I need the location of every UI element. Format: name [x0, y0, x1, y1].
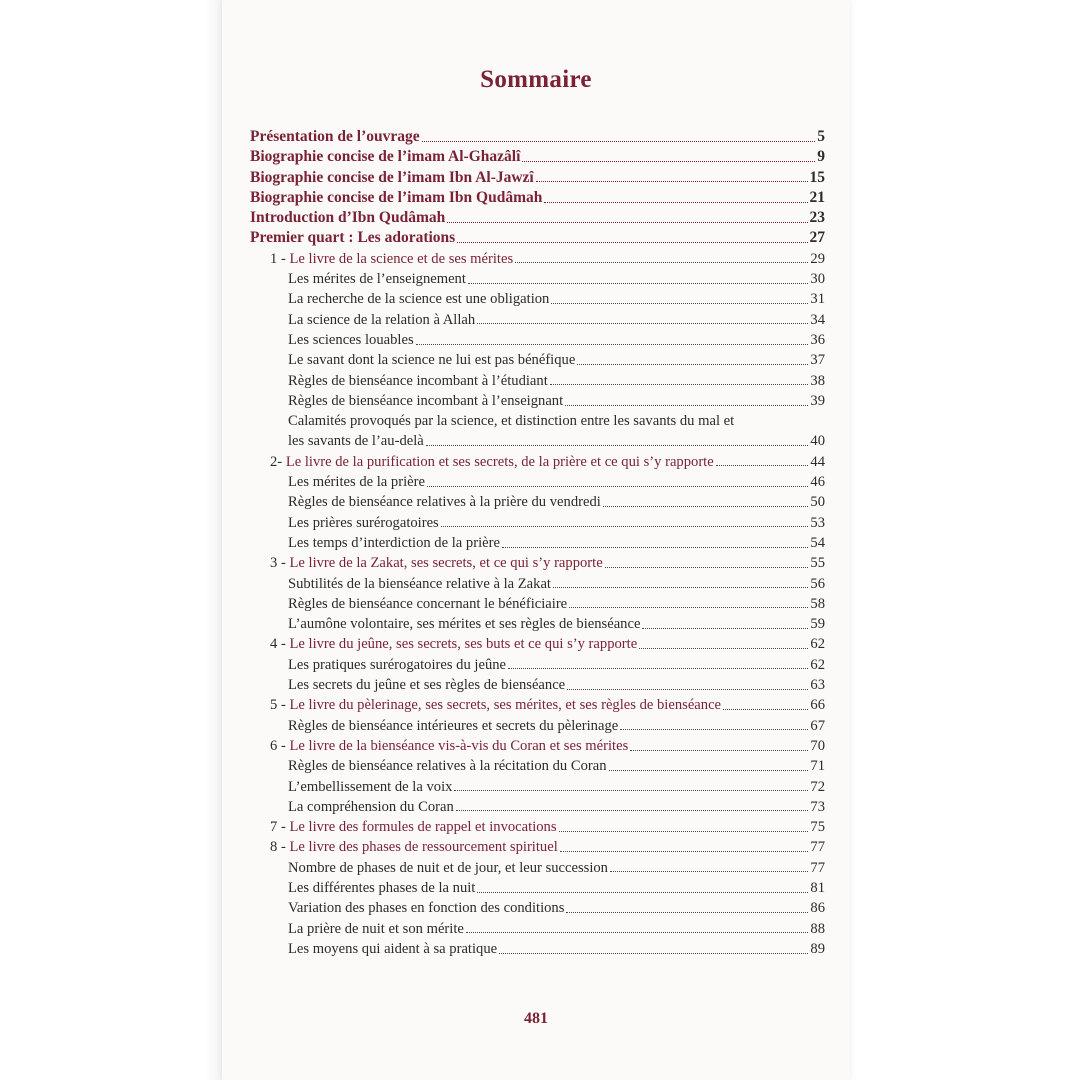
toc-section-page: 36	[810, 331, 825, 348]
toc-section-label: Les pratiques surérogatoires du jeûne	[288, 656, 507, 673]
toc-entry-page: 21	[809, 188, 825, 206]
toc-section	[250, 269, 825, 289]
toc-section-page: 67	[810, 717, 825, 734]
toc-entry	[250, 188, 825, 208]
toc-chapter-label: Le livre de la purification et ses secrets, de la prière et ce qui s’y rapporte	[285, 453, 714, 470]
toc-section-page: 63	[810, 677, 825, 694]
toc-section-label: La recherche de la science est une obligation	[288, 291, 550, 308]
dot-leader	[560, 851, 809, 852]
toc-chapter-label: Le livre du jeûne, ses secrets, ses buts et ce qui s’y rapporte	[289, 636, 638, 653]
toc-chapter-number: 4 -	[270, 636, 290, 653]
table-of-contents	[250, 127, 825, 959]
toc-section-label: Les moyens qui aident à sa pratique	[288, 940, 498, 957]
toc-entry-page: 27	[809, 229, 825, 247]
dot-leader	[454, 790, 808, 791]
toc-section	[250, 574, 825, 594]
toc-section-line	[250, 411, 825, 431]
toc-section-label: Les sciences louables	[288, 331, 414, 348]
dot-leader	[422, 141, 816, 142]
toc-entry	[250, 208, 825, 228]
toc-chapter-title	[270, 817, 557, 837]
toc-section-page: 77	[810, 859, 825, 876]
toc-entry-label: Biographie concise de l’imam Al-Ghazâlî	[250, 148, 521, 166]
dot-leader	[577, 364, 808, 365]
dot-leader	[553, 587, 808, 588]
toc-chapter	[250, 553, 825, 573]
toc-section-page: 54	[810, 534, 825, 551]
toc-entry-page: 15	[809, 168, 825, 186]
toc-chapter-page: 55	[810, 555, 825, 572]
toc-section	[250, 797, 825, 817]
toc-chapter-page: 66	[810, 697, 825, 714]
toc-section-page: 71	[810, 758, 825, 775]
toc-entry-label: Biographie concise de l’imam Ibn Al-Jawzî	[250, 168, 534, 186]
toc-chapter-number: 5 -	[270, 697, 290, 714]
toc-chapter-page: 75	[810, 819, 825, 836]
toc-section	[250, 939, 825, 959]
dot-leader	[642, 628, 808, 629]
dot-leader	[499, 953, 808, 954]
toc-section	[250, 330, 825, 350]
toc-chapter-number: 2-	[270, 453, 286, 470]
toc-chapter-page: 62	[810, 636, 825, 653]
toc-section	[250, 756, 825, 776]
toc-chapter	[250, 695, 825, 715]
toc-section-page: 89	[810, 940, 825, 957]
toc-entry-label: Premier quart : Les adorations	[250, 229, 456, 247]
toc-section	[250, 289, 825, 309]
dot-leader	[477, 892, 808, 893]
toc-section-label: Les prières surérogatoires	[288, 514, 439, 531]
dot-leader	[427, 486, 808, 487]
toc-section	[250, 614, 825, 634]
dot-leader	[603, 506, 809, 507]
toc-chapter-label: Le livre de la bienséance vis-à-vis du Coran et ses mérites	[289, 737, 629, 754]
toc-section	[250, 716, 825, 736]
toc-entry-label: Biographie concise de l’imam Ibn Qudâmah	[250, 188, 543, 206]
dot-leader	[468, 283, 809, 284]
dot-leader	[551, 303, 808, 304]
dot-leader	[610, 871, 808, 872]
toc-section-label: Les temps d’interdiction de la prière	[288, 534, 500, 551]
toc-entry	[250, 228, 825, 248]
dot-leader	[515, 262, 808, 263]
dot-leader	[620, 729, 808, 730]
toc-section-label: La science de la relation à Allah	[288, 311, 476, 328]
dot-leader	[567, 689, 808, 690]
toc-section	[250, 431, 825, 451]
dot-leader	[723, 709, 808, 710]
toc-section-page: 86	[810, 900, 825, 917]
toc-section-page: 30	[810, 271, 825, 288]
dot-leader	[639, 648, 808, 649]
toc-section	[250, 655, 825, 675]
toc-section-label: Règles de bienséance relatives à la prière du vendredi	[288, 494, 601, 511]
toc-section	[250, 858, 825, 878]
toc-section-label: Les mérites de l’enseignement	[288, 271, 466, 288]
dot-leader	[536, 181, 808, 182]
dot-leader	[550, 384, 809, 385]
toc-section	[250, 513, 825, 533]
toc-chapter-label: Le livre de la science et de ses mérites	[289, 250, 514, 267]
toc-chapter-title	[270, 837, 558, 857]
dot-leader	[508, 668, 808, 669]
dot-leader	[416, 344, 809, 345]
toc-section-label: Les différentes phases de la nuit	[288, 879, 476, 896]
toc-entry-page: 9	[817, 148, 825, 166]
toc-section	[250, 878, 825, 898]
dot-leader	[522, 161, 815, 162]
toc-section-label: Règles de bienséance intérieures et secrets du pèlerinage	[288, 717, 619, 734]
dot-leader	[609, 770, 809, 771]
toc-section-page: 50	[810, 494, 825, 511]
toc-section-page: 38	[810, 372, 825, 389]
dot-leader	[544, 202, 807, 203]
toc-section	[250, 777, 825, 797]
toc-section-page: 40	[810, 433, 825, 450]
toc-section-label: Règles de bienséance concernant le bénéficiaire	[288, 595, 568, 612]
dot-leader	[559, 831, 809, 832]
toc-chapter-title	[270, 736, 628, 756]
toc-section-page: 62	[810, 656, 825, 673]
toc-chapter-page: 29	[810, 250, 825, 267]
toc-chapter-number: 8 -	[270, 839, 290, 856]
toc-chapter-number: 3 -	[270, 555, 290, 572]
toc-chapter-page: 44	[810, 453, 825, 470]
page-shadow	[205, 0, 223, 1080]
toc-chapter	[250, 837, 825, 857]
dot-leader	[457, 242, 807, 243]
toc-chapter-label: Le livre du pèlerinage, ses secrets, ses mérites, et ses règles de bienséance	[289, 697, 722, 714]
dot-leader	[426, 445, 809, 446]
toc-section	[250, 594, 825, 614]
toc-section-label: Subtilités de la bienséance relative à la Zakat	[288, 575, 551, 592]
toc-chapter-title	[270, 695, 721, 715]
toc-chapter-title	[270, 634, 637, 654]
dot-leader	[502, 547, 808, 548]
toc-chapter	[250, 634, 825, 654]
toc-section-page: 88	[810, 920, 825, 937]
toc-chapter-page: 70	[810, 737, 825, 754]
toc-section-page: 37	[810, 352, 825, 369]
toc-section-page: 73	[810, 798, 825, 815]
toc-section-page: 59	[810, 616, 825, 633]
toc-chapter-label: Le livre des formules de rappel et invocations	[289, 819, 557, 836]
toc-section-label: L’aumône volontaire, ses mérites et ses règles de bienséance	[288, 616, 641, 633]
toc-section-label: Règles de bienséance incombant à l’étudiant	[288, 372, 548, 389]
toc-chapter	[250, 736, 825, 756]
toc-section-label: La prière de nuit et son mérite	[288, 920, 464, 937]
toc-chapter	[250, 249, 825, 269]
dot-leader	[441, 526, 809, 527]
toc-section-label: Nombre de phases de nuit et de jour, et leur succession	[288, 859, 608, 876]
toc-entry-label: Présentation de l’ouvrage	[250, 128, 420, 145]
toc-section	[250, 350, 825, 370]
toc-chapter-number: 6 -	[270, 737, 290, 754]
toc-entry	[250, 168, 825, 188]
toc-section-label: Variation des phases en fonction des conditions	[288, 900, 565, 917]
toc-section	[250, 675, 825, 695]
toc-section	[250, 371, 825, 391]
toc-entry-page: 5	[817, 128, 825, 145]
toc-section	[250, 310, 825, 330]
toc-entry	[250, 127, 825, 147]
toc-chapter-title	[270, 452, 714, 472]
toc-section-label-cont: les savants de l’au-delà	[288, 433, 424, 450]
footer-page-number: 481	[524, 1010, 548, 1027]
toc-section	[250, 492, 825, 512]
toc-section-page: 53	[810, 514, 825, 531]
toc-section	[250, 919, 825, 939]
toc-section-label: La compréhension du Coran	[288, 798, 454, 815]
toc-chapter-number: 1 -	[270, 250, 290, 267]
toc-entry-page: 23	[809, 209, 825, 227]
dot-leader	[447, 222, 807, 223]
toc-section-label: Le savant dont la science ne lui est pas bénéfique	[288, 352, 576, 369]
dot-leader	[566, 912, 808, 913]
dot-leader	[466, 932, 809, 933]
toc-section-page: 58	[810, 595, 825, 612]
toc-section-label: Règles de bienséance relatives à la récitation du Coran	[288, 758, 607, 775]
dot-leader	[456, 810, 809, 811]
dot-leader	[565, 405, 808, 406]
toc-section-page: 72	[810, 778, 825, 795]
page-title: Sommaire	[480, 66, 592, 93]
toc-section-page: 46	[810, 474, 825, 491]
toc-chapter	[250, 452, 825, 472]
toc-section-page: 56	[810, 575, 825, 592]
toc-entry-label: Introduction d’Ibn Qudâmah	[250, 209, 446, 227]
toc-section	[250, 391, 825, 411]
toc-section-label: Règles de bienséance incombant à l’enseignant	[288, 392, 564, 409]
toc-chapter-number: 7 -	[270, 819, 290, 836]
toc-section-label: L’embellissement de la voix	[288, 778, 453, 795]
toc-chapter-title	[270, 553, 603, 573]
dot-leader	[630, 750, 808, 751]
dot-leader	[605, 567, 809, 568]
toc-chapter-label: Le livre de la Zakat, ses secrets, et ce qui s’y rapporte	[289, 555, 603, 572]
dot-leader	[569, 607, 808, 608]
toc-section-label: Les secrets du jeûne et ses règles de bienséance	[288, 677, 566, 694]
toc-section	[250, 533, 825, 553]
toc-section-page: 31	[810, 291, 825, 308]
toc-section-label: Calamités provoqués par la science, et distinction entre les savants du mal et	[288, 413, 735, 430]
toc-chapter-page: 77	[810, 839, 825, 856]
toc-entry	[250, 147, 825, 167]
toc-section	[250, 898, 825, 918]
toc-section	[250, 472, 825, 492]
dot-leader	[716, 465, 809, 466]
toc-chapter-label: Le livre des phases de ressourcement spirituel	[289, 839, 558, 856]
toc-chapter-title	[270, 249, 513, 269]
toc-chapter	[250, 817, 825, 837]
toc-section-page: 39	[810, 392, 825, 409]
dot-leader	[477, 323, 808, 324]
toc-section-page: 81	[810, 879, 825, 896]
toc-section-page: 34	[810, 311, 825, 328]
toc-section-label: Les mérites de la prière	[288, 474, 425, 491]
